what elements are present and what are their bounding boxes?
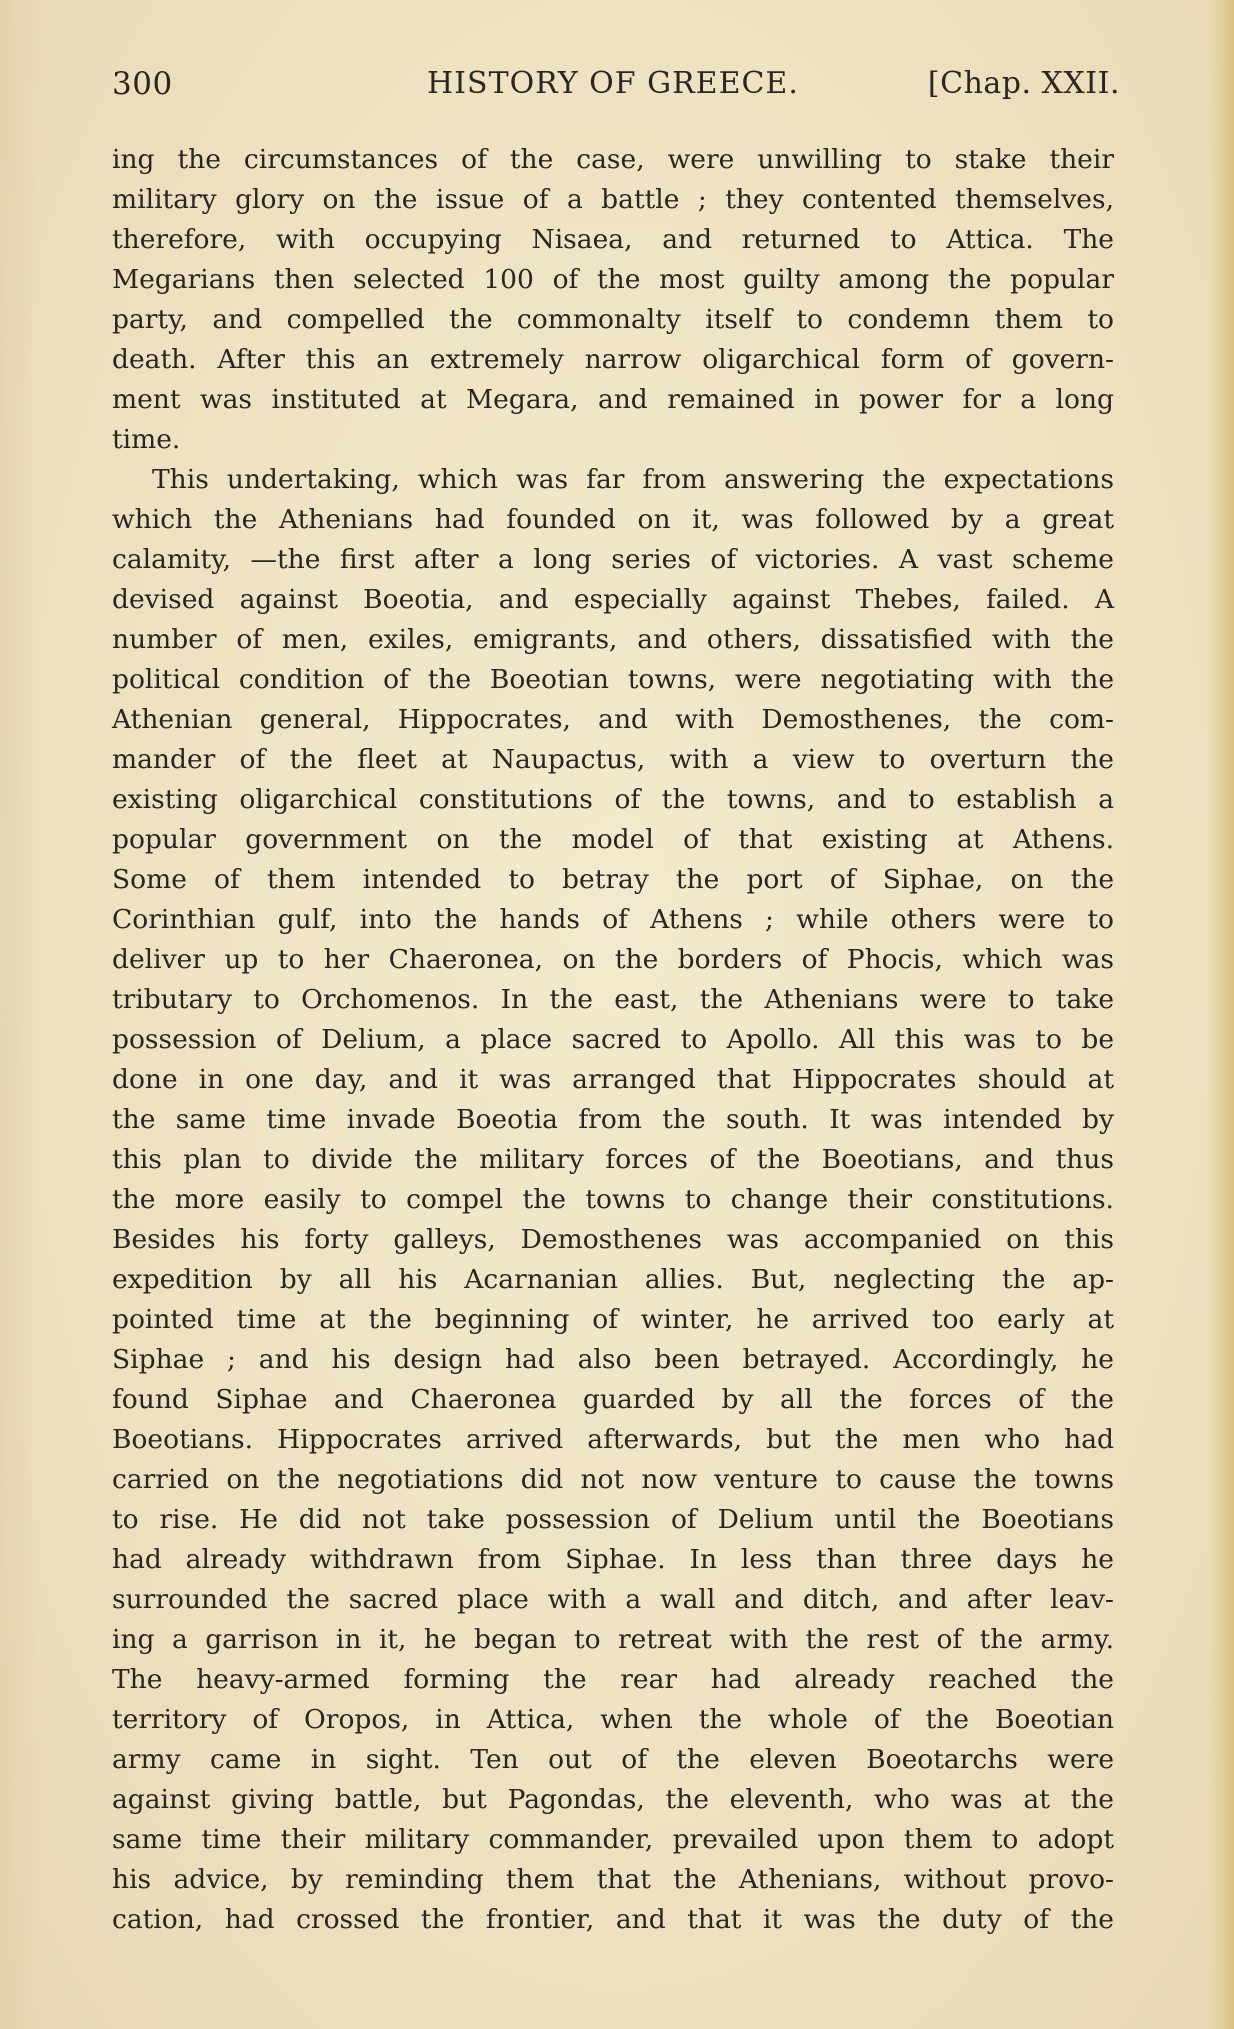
text-line: Megarians then selected 100 of the most guilty among the popular [112,264,1114,295]
text-line: the more easily to compel the towns to change their constitutions. [112,1184,1114,1215]
text-line: military glory on the issue of a battle ; they contented themselves, [112,184,1114,215]
text-line: party, and compelled the commonalty itself to condemn them to [112,304,1114,335]
text-line: expedition by all his Acarnanian allies. But, neglecting the ap- [112,1264,1114,1295]
text-line: number of men, exiles, emigrants, and others, dissatisfied with the [112,624,1114,655]
text-line: which the Athenians had founded on it, was followed by a great [112,504,1114,535]
text-line: calamity, —the first after a long series of victories. A vast scheme [112,544,1114,575]
text-line: found Siphae and Chaeronea guarded by all the forces of the [112,1384,1114,1415]
chapter-reference: [Chap. XXII. [927,66,1120,101]
text-line: devised against Boeotia, and especially against Thebes, failed. A [112,584,1114,615]
text-line: against giving battle, but Pagondas, the eleventh, who was at the [112,1784,1114,1815]
text-line: The heavy-armed forming the rear had already reached the [112,1664,1114,1695]
text-line: army came in sight. Ten out of the eleven Boeotarchs were [112,1744,1114,1775]
text-line: surrounded the sacred place with a wall and ditch, and after leav- [112,1584,1114,1615]
page-edge [1208,0,1234,2029]
text-line: deliver up to her Chaeronea, on the borders of Phocis, which was [112,944,1114,975]
text-line: death. After this an extremely narrow oligarchical form of govern- [112,344,1114,375]
text-line: his advice, by reminding them that the Athenians, without provo- [112,1864,1114,1895]
text-line: Besides his forty galleys, Demosthenes was accompanied on this [112,1224,1114,1255]
text-line: political condition of the Boeotian towns, were negotiating with the [112,664,1114,695]
text-line: territory of Oropos, in Attica, when the whole of the Boeotian [112,1704,1114,1735]
text-line: this plan to divide the military forces of the Boeotians, and thus [112,1144,1114,1175]
text-line: time. [112,424,181,455]
text-line: the same time invade Boeotia from the south. It was intended by [112,1104,1114,1135]
text-line: Corinthian gulf, into the hands of Athens ; while others were to [112,904,1114,935]
text-line: ing a garrison in it, he began to retreat with the rest of the army. [112,1624,1114,1655]
text-line: ing the circumstances of the case, were unwilling to stake their [112,144,1114,175]
text-line: existing oligarchical constitutions of the towns, and to establish a [112,784,1114,815]
text-line: cation, had crossed the frontier, and that it was the duty of the [112,1904,1114,1935]
running-head [112,66,1120,116]
text-line: done in one day, and it was arranged that Hippocrates should at [112,1064,1114,1095]
book-title: HISTORY OF GREECE. [427,66,799,101]
text-line: tributary to Orchomenos. In the east, the Athenians were to take [112,984,1114,1015]
paragraph-first-line: This undertaking, which was far from answering the expectations [152,464,1114,495]
text-line: Some of them intended to betray the port of Siphae, on the [112,864,1114,895]
text-line: had already withdrawn from Siphae. In less than three days he [112,1544,1114,1575]
body-text [112,140,1114,1940]
page-number: 300 [112,66,173,102]
text-line: ment was instituted at Megara, and remained in power for a long [112,384,1114,415]
text-line: pointed time at the beginning of winter, he arrived too early at [112,1304,1114,1335]
text-line: same time their military commander, prevailed upon them to adopt [112,1824,1114,1855]
text-line: popular government on the model of that existing at Athens. [112,824,1114,855]
text-line: to rise. He did not take possession of Delium until the Boeotians [112,1504,1114,1535]
text-line: therefore, with occupying Nisaea, and returned to Attica. The [112,224,1114,255]
text-line: mander of the fleet at Naupactus, with a view to overturn the [112,744,1114,775]
text-line: carried on the negotiations did not now venture to cause the towns [112,1464,1114,1495]
text-line: possession of Delium, a place sacred to Apollo. All this was to be [112,1024,1114,1055]
page-gutter-shadow [0,0,40,2029]
text-line: Siphae ; and his design had also been betrayed. Accordingly, he [112,1344,1114,1375]
text-line: Boeotians. Hippocrates arrived afterwards, but the men who had [112,1424,1114,1455]
text-line: Athenian general, Hippocrates, and with Demosthenes, the com- [112,704,1114,735]
